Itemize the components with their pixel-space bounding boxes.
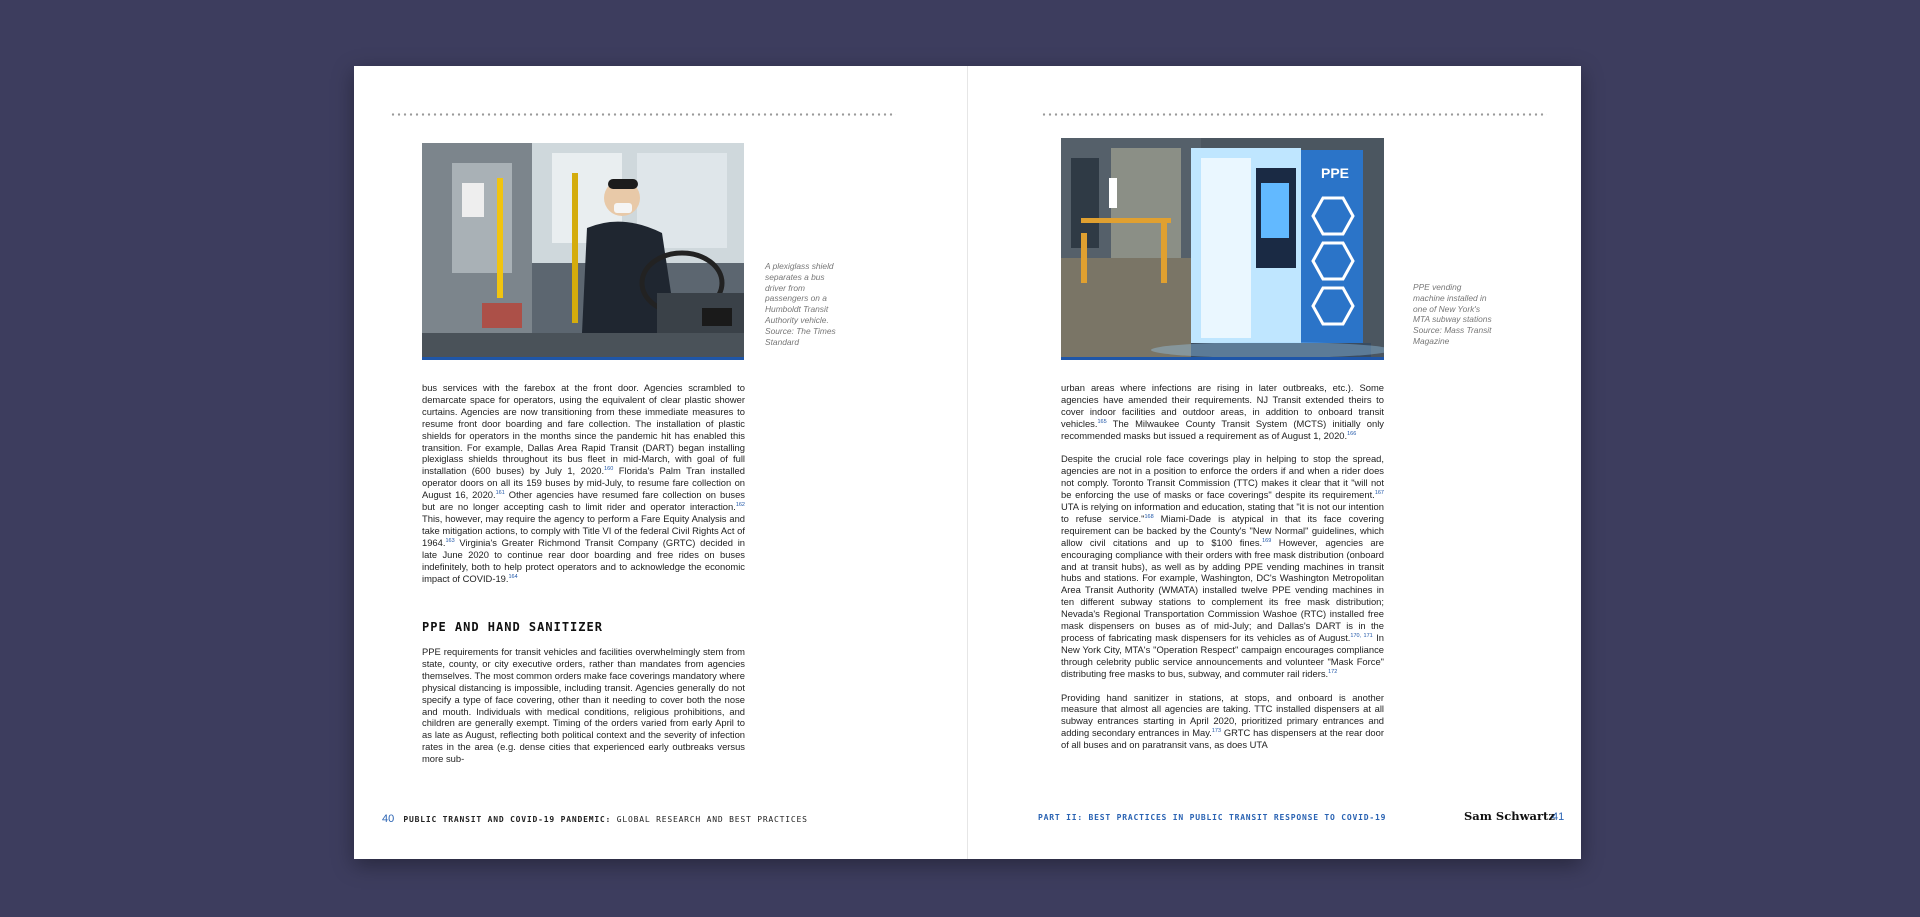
dotted-rule (1041, 113, 1547, 116)
text-run: However, agencies are encouraging compliance with their orders with free mask distribution (onboard and at transit hubs), as well as by adding PPE vending machines in transit hubs and stations. For example, Washington, DC's Washington Metropolitan Area Transit Authority (WMATA) installed twelve PPE vending machines in ten different subway stations to complement its free mask distribution; Nevada's Regional Transportation Commission Washoe (RTC) installed free mask dispensers on buses as of mid-July; and Dallas's DART is in the process of fabricating mask dispensers for its vehicles as of August. (1061, 536, 1384, 644)
text-run: The Milwaukee County Transit System (MCTS) initially only recommended masks but issued a requirement as of August 1, 2020. (1061, 417, 1384, 441)
left-footer (382, 813, 808, 825)
footnote-marker: 168 (1144, 513, 1154, 520)
text-run: In New York City, MTA's "Operation Respect" campaign encourages compliance through celebrity public service announcements and volunteer "Mask Force" distributing free masks to bus, subway, and commuter rail riders. (1061, 632, 1384, 679)
page-number: 40 (382, 813, 395, 825)
page-number: 41 (1552, 811, 1565, 823)
footer-part-title: PART II: BEST PRACTICES IN PUBLIC TRANSIT RESPONSE TO COVID-19 (1038, 813, 1387, 822)
vending-label: PPE (1321, 165, 1350, 181)
book-spread (354, 66, 1581, 859)
left-page (354, 66, 967, 859)
paragraph (422, 382, 745, 584)
text-run: UTA is relying on information and education, stating that "it is not our intention to refuse service." (1061, 501, 1384, 524)
paragraph (1061, 453, 1384, 679)
footnote-marker: 166 (1347, 430, 1357, 437)
bus-driver-photo (422, 143, 744, 360)
text-run: Miami-Dade is atypical in that its face covering requirement can be backed by the County's "New Normal" guidelines, which allow civil citations and up to $100 fines. (1061, 512, 1384, 548)
footnote-marker: 160 (604, 466, 614, 473)
footnote-marker: 173 (1211, 728, 1222, 735)
bus-driver-illustration (422, 143, 744, 357)
footnote-marker: 165 (1097, 418, 1107, 425)
body-text-ppe (422, 646, 745, 777)
text-run: Despite the crucial role face coverings play in helping to stop the spread, agencies are not in a position to enforce the orders if and when a rider does not comply. Toronto Transit Commission (TTC) makes it clear that it "will not be enforcing the use of masks or face coverings" despite its requirement. (1061, 453, 1384, 501)
ppe-vending-photo (1061, 138, 1384, 360)
footer-subtitle: GLOBAL RESEARCH AND BEST PRACTICES (611, 815, 808, 824)
paragraph (1061, 692, 1384, 752)
footnote-marker: 172 (1328, 668, 1338, 675)
footer-title: PUBLIC TRANSIT AND COVID-19 PANDEMIC: (403, 815, 612, 824)
footnote-marker: 163 (445, 537, 455, 544)
text-run: This, however, may require the agency to perform a Fare Equity Analysis and take mitigation actions, to comply with Title VI of the federal Civil Rights Act of 1964. (422, 512, 745, 548)
footnote-marker: 164 (508, 573, 518, 580)
paragraph (1061, 382, 1384, 442)
publisher-brand: Sam Schwartz (1464, 809, 1555, 823)
body-text-intro (422, 382, 745, 596)
paragraph: PPE requirements for transit vehicles and facilities overwhelmingly stem from state, county, or city executive orders, rather than mandates from agencies themselves. The most common orders make face coverings mandatory where physical distancing is impossible, including transit. Agencies generally do not specify a type of face covering, other than it needing to cover both the nose and mouth. Individuals with medical conditions, religious prohibitions, and children are generally exempt. Timing of the orders varied from early April to as late as August, reflecting both political context and the severity of infection rates in the area (e.g. dense cities that experienced early outbreaks versus more sub- (422, 646, 745, 765)
photo-caption: A plexiglass shield separates a bus driver from passengers on a Humboldt Transit Authority vehicle. Source: The Times Standard (765, 261, 836, 347)
footnote-marker: 167 (1374, 490, 1384, 497)
section-heading: PPE AND HAND SANITIZER (422, 620, 603, 634)
photo-caption: PPE vending machine installed in one of New York's MTA subway stations Source: Mass Transit Magazine (1413, 282, 1492, 346)
text-run: Providing hand sanitizer in stations, at stops, and onboard is another measure that almost all agencies are taking. TTC installed dispensers at all subway entrances starting in April 2020, prioritized primary entrances and adding secondary entrances in May. (1061, 691, 1384, 739)
text-run: bus services with the farebox at the front door. Agencies scrambled to demarcate space for operators, using the equivalent of clear plastic shower curtains. Agencies are now transitioning from these immediate measures to resume front door boarding and fare collection. The installation of plastic shields for operators in the months since the pandemic hit has enabled this transition. For example, Dallas Area Rapid Transit (DART) began installing plexiglass shields throughout its bus fleet in mid-March, with goal of full installation (600 buses) by July 1, 2020. (422, 382, 745, 477)
text-run: Florida's Palm Tran installed operator doors on all its 159 buses by mid-July, to resume fare collection on August 16, 2020. (422, 465, 745, 501)
text-run: Virginia's Greater Richmond Transit Company (GRTC) decided in late June 2020 to continue rear door boarding and free rides on buses indefinitely, both to help protect operators and to acknowledge the economic impact of COVID-19. (422, 536, 745, 584)
footnote-marker: 161 (495, 490, 505, 497)
text-run: GRTC has dispensers at the rear door of all buses and on paratransit vans, as does UTA (1061, 727, 1384, 751)
text-run: Other agencies have resumed fare collection on buses but are no longer accepting cash to limit rider and operator interaction. (422, 489, 745, 513)
body-text (1061, 382, 1384, 763)
right-page (968, 66, 1581, 859)
vending-machine-illustration (1061, 138, 1384, 357)
footnote-marker: 162 (735, 501, 745, 508)
dotted-rule (390, 113, 896, 116)
footnote-marker: 169 (1262, 537, 1272, 544)
text-run: urban areas where infections are rising in later outbreaks, etc.). Some agencies have amended their requirements. NJ Transit extended theirs to cover indoor facilities and outdoor areas, in addition to onboard transit vehicles. (1061, 382, 1384, 429)
footnote-marker: 170, 171 (1350, 632, 1373, 639)
